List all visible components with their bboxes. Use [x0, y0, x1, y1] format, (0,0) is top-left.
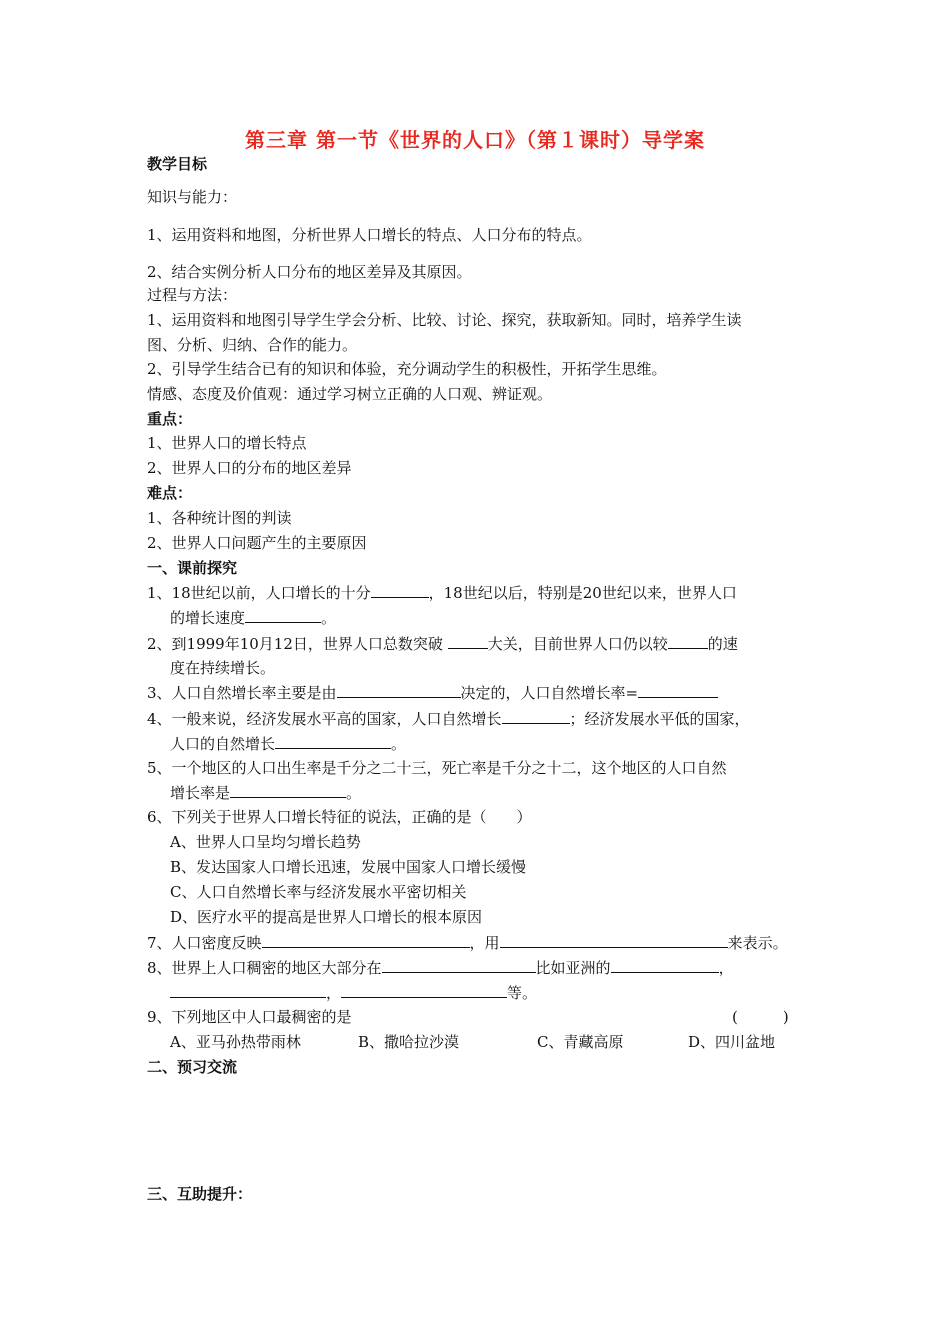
knowledge-item-1: 1、运用资料和地图，分析世界人口增长的特点、人口分布的特点。: [147, 226, 592, 244]
answer-paren: ( ): [732, 1008, 789, 1026]
question-4-cont: 人口的自然增长 。: [170, 735, 407, 753]
part-3-heading: 三、互助提升：: [147, 1185, 253, 1203]
answer-blank[interactable]: [275, 733, 391, 749]
difficulty-item-2: 2、世界人口问题产生的主要原因: [147, 534, 367, 552]
answer-blank[interactable]: [448, 633, 488, 649]
option-d: D、医疗水平的提高是世界人口增长的根本原因: [170, 908, 483, 926]
answer-blank[interactable]: [245, 607, 321, 623]
difficulty-item-1: 1、各种统计图的判读: [147, 509, 292, 527]
knowledge-item-2: 2、结合实例分析人口分布的地区差异及其原因。: [147, 263, 472, 281]
key-item-1: 1、世界人口的增长特点: [147, 434, 307, 452]
key-heading: 重点：: [147, 410, 193, 428]
option-c: C、人口自然增长率与经济发展水平密切相关: [170, 883, 467, 901]
difficulty-heading: 难点：: [147, 484, 193, 502]
part-1-heading: 一、课前探究: [147, 559, 238, 577]
answer-blank[interactable]: [341, 982, 507, 998]
question-5-cont: 增长率是 。: [170, 784, 362, 802]
question-8-cont: ， 等。: [170, 982, 537, 1003]
process-item-2: 2、引导学生结合已有的知识和体验，充分调动学生的积极性，开拓学生思维。: [147, 360, 667, 378]
question-8: 8、世界上人口稠密的地区大部分在 比如亚洲的 ，: [147, 959, 734, 977]
knowledge-heading: 知识与能力：: [147, 188, 238, 206]
option-b: B、撒哈拉沙漠: [358, 1033, 460, 1051]
question-4: 4、一般来说，经济发展水平高的国家，人口自然增长 ；经济发展水平低的国家，: [147, 710, 750, 728]
answer-blank[interactable]: [371, 582, 429, 598]
option-b: B、发达国家人口增长迅速，发展中国家人口增长缓慢: [170, 858, 527, 876]
process-item-1-line-1: 1、运用资料和地图引导学生学会分析、比较、讨论、探究，获取新知。同时，培养学生读: [147, 311, 742, 329]
process-heading: 过程与方法：: [147, 286, 238, 304]
answer-blank[interactable]: [668, 633, 708, 649]
key-item-2: 2、世界人口的分布的地区差异: [147, 459, 352, 477]
option-a: A、亚马孙热带雨林: [170, 1033, 301, 1051]
question-1-cont: 的增长速度 。: [170, 609, 337, 627]
question-2-cont: 度在持续增长。: [170, 659, 276, 677]
answer-blank[interactable]: [170, 982, 326, 998]
question-7: 7、人口密度反映 ，用 来表示。: [147, 934, 788, 952]
question-9: 9、下列地区中人口最稠密的是: [147, 1008, 352, 1026]
goals-heading: 教学目标: [147, 155, 208, 173]
question-5: 5、一个地区的人口出生率是千分之二十三，死亡率是千分之十二，这个地区的人口自然: [147, 759, 727, 777]
option-c: C、青藏高原: [537, 1033, 624, 1051]
option-d: D、四川盆地: [688, 1033, 776, 1051]
answer-blank[interactable]: [337, 682, 461, 698]
answer-blank[interactable]: [611, 957, 719, 973]
answer-blank[interactable]: [502, 708, 570, 724]
emotion-goal: 情感、态度及价值观：通过学习树立正确的人口观、辨证观。: [147, 385, 553, 403]
answer-blank[interactable]: [382, 957, 536, 973]
answer-blank[interactable]: [230, 782, 346, 798]
question-3: 3、人口自然增长率主要是由 决定的，人口自然增长率=: [147, 682, 718, 703]
question-2: 2、到1999年10月12日，世界人口总数突破 大关，目前世界人口仍以较 的速: [147, 635, 738, 653]
answer-blank[interactable]: [500, 932, 728, 948]
question-1: 1、18世纪以前，人口增长的十分 ，18世纪以后，特别是20世纪以来，世界人口: [147, 584, 737, 602]
part-2-heading: 二、预习交流: [147, 1058, 238, 1076]
answer-blank[interactable]: [262, 932, 470, 948]
page-title: 第三章 第一节《世界的人口》（第１课时）导学案: [245, 128, 705, 152]
answer-blank[interactable]: [638, 682, 718, 698]
process-item-1-line-2: 图、分析、归纳、合作的能力。: [147, 336, 358, 354]
option-a: A、世界人口呈均匀增长趋势: [170, 833, 361, 851]
question-6: 6、下列关于世界人口增长特征的说法，正确的是（ ）: [147, 808, 532, 826]
